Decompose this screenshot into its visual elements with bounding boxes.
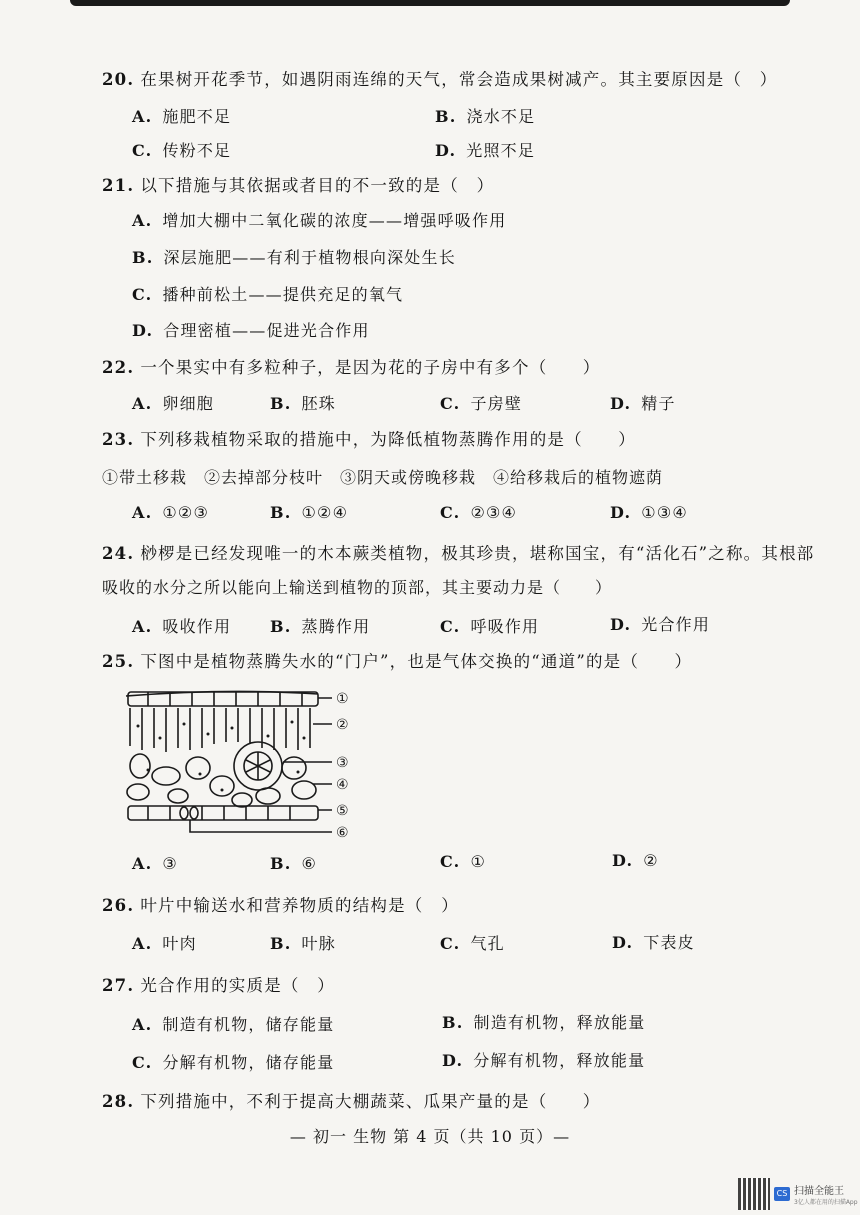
- q20-option-c: C. 传粉不足: [132, 141, 232, 160]
- label-2: ②: [336, 717, 349, 733]
- question-25: 25. 下图中是植物蒸腾失水的“门户”，也是气体交换的“通道”的是（ ）: [102, 652, 693, 671]
- q27-option-a: A. 制造有机物，储存能量: [132, 1015, 335, 1034]
- q24-option-d: D. 光合作用: [610, 615, 711, 634]
- watermark-app-name: 扫描全能王: [794, 1186, 844, 1197]
- label-6: ⑥: [336, 825, 349, 841]
- question-27: 27. 光合作用的实质是（ ）: [102, 976, 336, 995]
- q21-option-d: D. 合理密植——促进光合作用: [132, 321, 370, 340]
- question-26: 26. 叶片中输送水和营养物质的结构是（ ）: [102, 896, 459, 915]
- question-22: 22. 一个果实中有多粒种子，是因为花的子房中有多个（ ）: [102, 358, 601, 377]
- q26-option-c: C. 气孔: [440, 934, 505, 953]
- q24-option-b: B. 蒸腾作用: [270, 617, 371, 636]
- q23-option-a: A. ①②③: [132, 503, 210, 522]
- watermark-tagline: 3亿人都在用的扫描App: [794, 1199, 858, 1206]
- label-3: ③: [336, 755, 349, 771]
- q21-option-c: C. 播种前松土——提供充足的氧气: [132, 285, 404, 304]
- label-5: ⑤: [336, 803, 349, 819]
- q25-option-a: A. ③: [132, 854, 178, 873]
- question-28: 28. 下列措施中，不利于提高大棚蔬菜、瓜果产量的是（ ）: [102, 1092, 601, 1111]
- q22-option-c: C. 子房壁: [440, 394, 523, 413]
- q23-option-d: D. ①③④: [610, 503, 688, 522]
- q23-option-c: C. ②③④: [440, 503, 518, 522]
- q25-option-d: D. ②: [612, 851, 659, 870]
- q26-option-a: A. 叶肉: [132, 934, 197, 953]
- q24-option-a: A. 吸收作用: [132, 617, 232, 636]
- q20-option-a: A. 施肥不足: [132, 107, 232, 126]
- q23-option-b: B. ①②④: [270, 503, 349, 522]
- q27-option-c: C. 分解有机物，储存能量: [132, 1053, 335, 1072]
- question-24: 24. 桫椤是已经发现唯一的木本蕨类植物，极其珍贵，堪称国宝，有“活化石”之称。其根部: [102, 544, 815, 563]
- q20-option-b: B. 浇水不足: [435, 107, 536, 126]
- page-footer: — 初一 生物 第 4 页（共 10 页）—: [289, 1127, 571, 1146]
- scanner-watermark: [738, 1178, 858, 1210]
- question-23: 23. 下列移栽植物采取的措施中，为降低植物蒸腾作用的是（ ）: [102, 430, 636, 449]
- q27-option-b: B. 制造有机物，释放能量: [442, 1013, 646, 1032]
- q23-measures: ①带土移栽 ②去掉部分枝叶 ③阴天或傍晚移栽 ④给移栽后的植物遮荫: [102, 468, 664, 487]
- question-24-continued: 吸收的水分之所以能向上输送到植物的顶部，其主要动力是（ ）: [102, 578, 613, 597]
- camscanner-logo-icon: CS: [774, 1187, 790, 1201]
- q27-option-d: D. 分解有机物，释放能量: [442, 1051, 646, 1070]
- question-21: 21. 以下措施与其依据或者目的不一致的是（ ）: [102, 176, 495, 195]
- leaf-cross-section-diagram: [118, 686, 368, 846]
- q22-option-b: B. 胚珠: [270, 394, 336, 413]
- q22-option-d: D. 精子: [610, 394, 676, 413]
- q25-option-b: B. ⑥: [270, 854, 318, 873]
- qr-code-icon: [738, 1178, 770, 1210]
- question-20: 20. 在果树开花季节，如遇阴雨连绵的天气，常会造成果树减产。其主要原因是（ ）: [102, 70, 778, 89]
- q20-option-d: D. 光照不足: [435, 141, 536, 160]
- q21-option-b: B. 深层施肥——有利于植物根向深处生长: [132, 248, 456, 267]
- q26-option-b: B. 叶脉: [270, 934, 336, 953]
- q26-option-d: D. 下表皮: [612, 933, 695, 952]
- label-1: ①: [336, 691, 349, 707]
- q21-option-a: A. 增加大棚中二氧化碳的浓度——增强呼吸作用: [132, 211, 507, 230]
- label-4: ④: [336, 777, 349, 793]
- q24-option-c: C. 呼吸作用: [440, 617, 540, 636]
- q22-option-a: A. 卵细胞: [132, 394, 214, 413]
- q25-option-c: C. ①: [440, 852, 486, 871]
- scan-edge: [70, 0, 790, 6]
